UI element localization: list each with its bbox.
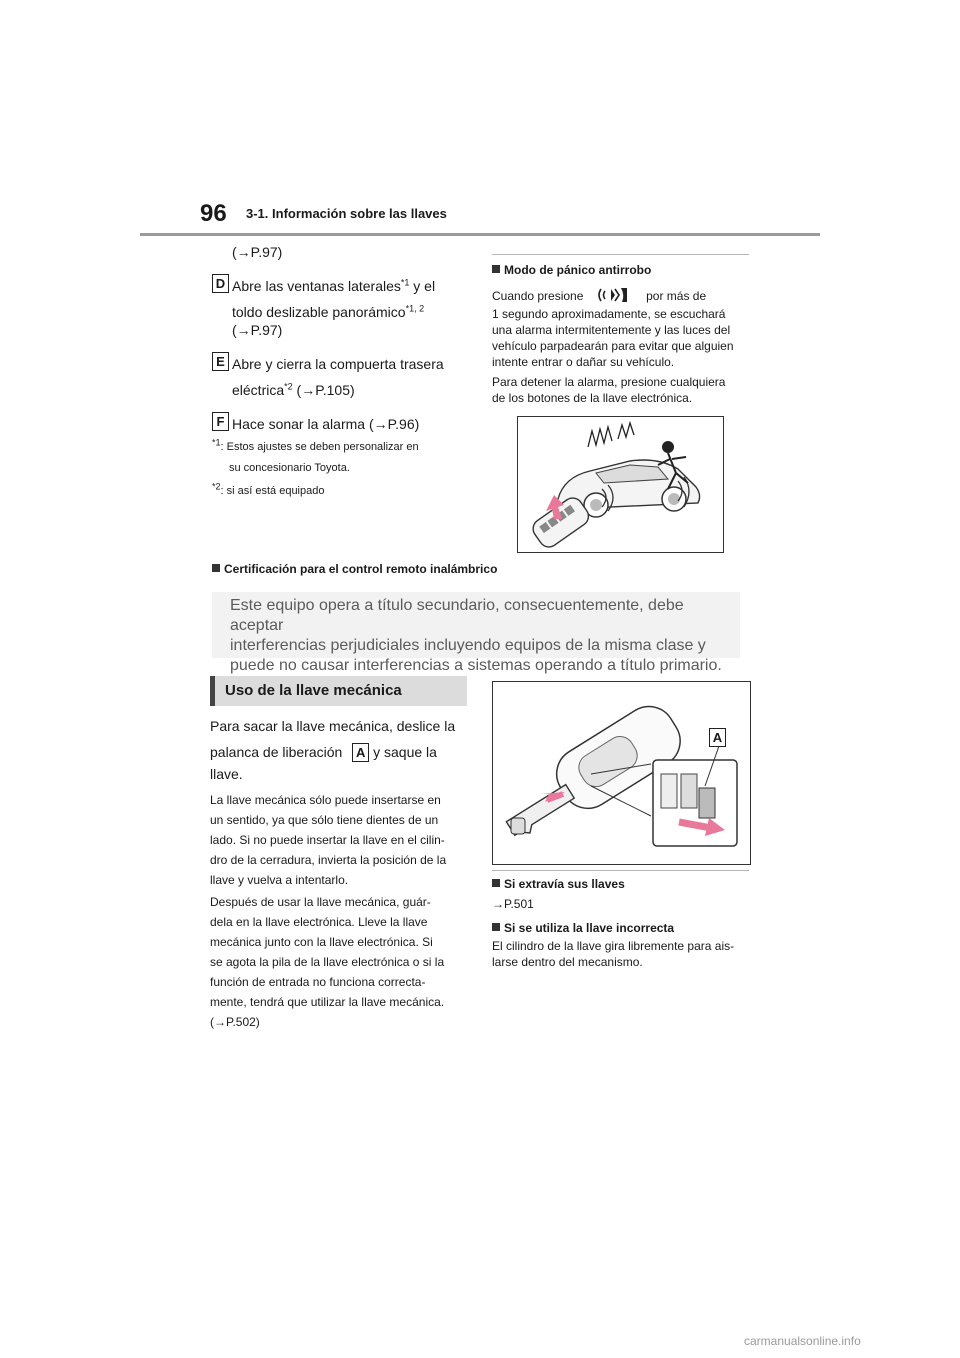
square-bullet-icon (492, 923, 500, 931)
page-number: 96 (200, 200, 227, 227)
mechanical-key-p1-line3: llave. (210, 766, 243, 782)
footnote-1-line2: su concesionario Toyota. (229, 462, 350, 474)
mechanical-key-p3: Después de usar la llave mecánica, guár- dela en la llave electrónica. Lleve la llave mecánica junto con la llave electrónica. Si se agota la pila de la llave electrónica o si la función de entrada no funciona correcta- mente, tendrá que utilizar la llave mecánica. (→P.502) (210, 895, 445, 1029)
letter-e: E (212, 352, 229, 371)
panic-line6: Para detener la alarma, presione cualquiera (492, 375, 726, 389)
certification-line2: interferencias perjudiciales incluyendo equipos de la misma clase y (230, 637, 706, 654)
item-d-line3: (→P.97) (232, 322, 283, 338)
lost-keys-ref: →P.501 (492, 897, 534, 911)
certification-line1: Este equipo opera a título secundario, consecuentemente, debe aceptar (230, 597, 684, 634)
panic-illustration (517, 416, 724, 553)
item-e-line1: Abre y cierra la compuerta trasera (232, 356, 444, 372)
section-title: 3-1. Información sobre las llaves (246, 206, 447, 221)
mechanical-key-p1-line2: palanca de liberación A y saque la (210, 744, 437, 760)
column-rule (492, 254, 749, 255)
mechanical-key-p1-line1: Para sacar la llave mecánica, deslice la (210, 718, 456, 734)
certification-heading: Certificación para el control remoto inalámbrico (212, 561, 497, 577)
letter-d: D (212, 274, 229, 293)
panic-line3: una alarma intermitentemente y las luces del (492, 323, 731, 337)
letter-f: F (212, 412, 229, 431)
item-e-line2: eléctrica$^{*2}$ (→P.105) (232, 381, 355, 398)
column-rule (492, 870, 749, 871)
square-bullet-icon (212, 564, 220, 572)
item-d-line2: toldo deslizable panorámico$^{*1, 2}$ (232, 303, 425, 320)
mechanical-key-heading: Uso de la llave mecánica (210, 676, 467, 706)
mechanical-key-p2: La llave mecánica sólo puede insertarse en un sentido, ya que sólo tiene dientes de un lado. Si no puede insertar la llave en el cilin- dro de la cerradura, invierta la posición de la llave y vuelva a intentarlo. (210, 793, 447, 887)
item-f-line1: Hace sonar la alarma (→P.96) (232, 416, 420, 432)
mechanical-key-illustration (492, 681, 751, 865)
footnote-2: $^{*2}$: si así está equipado (212, 481, 325, 497)
panic-line5: intente entrar o dañar su vehículo. (492, 355, 675, 369)
lost-keys-heading: Si extravía sus llaves (492, 876, 625, 892)
ref-p97-a: (→P.97) (232, 244, 283, 260)
letter-a-inline: A (352, 743, 369, 762)
panic-button-icon (595, 286, 635, 304)
panic-line4: vehículo parpadearán para evitar que alguien (492, 339, 734, 353)
wrong-key-line1: El cilindro de la llave gira libremente para ais- (492, 939, 735, 953)
panic-line7: de los botones de la llave electrónica. (492, 391, 693, 405)
footnote-1: $^{*1}$: Estos ajustes se deben personalizar en (212, 437, 419, 453)
item-d-line1: Abre las ventanas laterales$^{*1}$ y el (232, 277, 436, 294)
panic-line1: Cuando presione por más de (492, 286, 752, 304)
wrong-key-line2: larse dentro del mecanismo. (492, 955, 643, 969)
certification-box (212, 592, 740, 674)
square-bullet-icon (492, 265, 500, 273)
figure-letter-a: A (709, 728, 726, 747)
square-bullet-icon (492, 879, 500, 887)
panic-heading: Modo de pánico antirrobo (492, 262, 651, 278)
header-rule (140, 233, 820, 236)
certification-line3: puede no causar interferencias a sistemas operando a título primario. (230, 657, 722, 674)
watermark: carmanualsonline.info (744, 1334, 861, 1348)
wrong-key-heading: Si se utiliza la llave incorrecta (492, 920, 674, 936)
panic-line2: 1 segundo aproximadamente, se escuchará (492, 307, 726, 321)
